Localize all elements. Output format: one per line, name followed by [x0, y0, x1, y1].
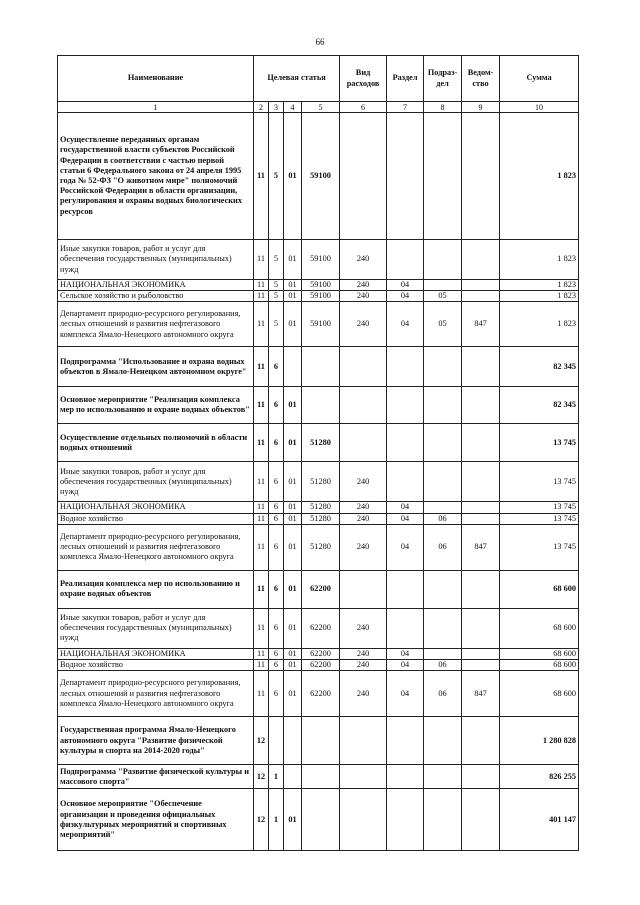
table-row	[58, 524, 579, 570]
col-number: 7	[387, 102, 424, 113]
row-name: Иные закупки товаров, работ и услуг для обеспечения государственных (муниципальных) нужд	[58, 240, 254, 280]
expense-type: 240	[340, 302, 387, 347]
amount: 68 600	[500, 671, 579, 717]
department	[462, 280, 500, 291]
table-row	[58, 240, 579, 280]
table-row	[58, 424, 579, 462]
row-name: Департамент природно-ресурсного регулирования, лесных отношений и развития нефтегазового комплекса Ямало-Ненецкого автономного округа	[58, 302, 254, 347]
target-c2: 11	[254, 502, 269, 513]
subsection	[424, 347, 462, 387]
target-code: 51280	[302, 502, 340, 513]
target-c2: 11	[254, 513, 269, 524]
target-c2: 11	[254, 462, 269, 502]
target-c4: 01	[284, 789, 302, 851]
department	[462, 660, 500, 671]
subsection: 06	[424, 524, 462, 570]
target-c2: 11	[254, 113, 269, 240]
section: 04	[387, 502, 424, 513]
amount: 1 823	[500, 302, 579, 347]
table-row	[58, 789, 579, 851]
row-name: Реализация комплекса мер по использованию и охране водных объектов	[58, 570, 254, 608]
expense-type	[340, 347, 387, 387]
amount: 1 823	[500, 240, 579, 280]
department	[462, 502, 500, 513]
expense-type: 240	[340, 291, 387, 302]
row-name: НАЦИОНАЛЬНАЯ ЭКОНОМИКА	[58, 280, 254, 291]
table-row	[58, 660, 579, 671]
amount: 1 280 828	[500, 717, 579, 765]
target-c2: 11	[254, 648, 269, 659]
section	[387, 240, 424, 280]
target-c4: 01	[284, 608, 302, 648]
section	[387, 387, 424, 424]
expense-type	[340, 424, 387, 462]
row-name: Сельское хозяйство и рыболовство	[58, 291, 254, 302]
department	[462, 765, 500, 789]
subsection	[424, 570, 462, 608]
target-c3: 5	[269, 302, 284, 347]
row-name: Осуществление переданных органам государственной власти субъектов Российской Федерации в соответствии с частью первой статьи 6 Федерального закона от 24 апреля 1995 года № 52-ФЗ "О животном мире" полномочий Российской Федерации в области организации, регулирования и охраны водных биологических ресурсов	[58, 113, 254, 240]
amount: 1 823	[500, 280, 579, 291]
amount: 1 823	[500, 291, 579, 302]
target-code: 62200	[302, 648, 340, 659]
subsection	[424, 424, 462, 462]
header-row	[58, 56, 579, 102]
table-row	[58, 570, 579, 608]
header-name: Наименование	[58, 56, 254, 102]
expense-type: 240	[340, 524, 387, 570]
row-name: Департамент природно-ресурсного регулирования, лесных отношений и развития нефтегазового комплекса Ямало-Ненецкого автономного округа	[58, 671, 254, 717]
target-c2: 12	[254, 789, 269, 851]
target-c3: 5	[269, 280, 284, 291]
target-c4: 01	[284, 660, 302, 671]
table-row	[58, 280, 579, 291]
target-c4: 01	[284, 302, 302, 347]
target-c3: 6	[269, 570, 284, 608]
target-c3: 5	[269, 113, 284, 240]
header-target: Целевая статья	[254, 56, 340, 102]
section: 04	[387, 513, 424, 524]
target-c2: 11	[254, 424, 269, 462]
target-c4: 01	[284, 240, 302, 280]
target-code: 62200	[302, 660, 340, 671]
target-code: 59100	[302, 113, 340, 240]
expense-type	[340, 717, 387, 765]
expense-type	[340, 765, 387, 789]
expense-type	[340, 570, 387, 608]
header-vedomstvo: Ведом-ство	[462, 56, 500, 102]
target-code	[302, 347, 340, 387]
department	[462, 347, 500, 387]
target-c2: 11	[254, 291, 269, 302]
amount: 82 345	[500, 347, 579, 387]
amount: 1 823	[500, 113, 579, 240]
amount: 401 147	[500, 789, 579, 851]
subsection	[424, 502, 462, 513]
table-row	[58, 347, 579, 387]
target-c2: 11	[254, 302, 269, 347]
amount: 13 745	[500, 502, 579, 513]
amount: 68 600	[500, 570, 579, 608]
target-code: 51280	[302, 424, 340, 462]
section	[387, 608, 424, 648]
col-number: 10	[500, 102, 579, 113]
subsection	[424, 113, 462, 240]
department	[462, 387, 500, 424]
expense-type: 240	[340, 660, 387, 671]
target-c4: 01	[284, 462, 302, 502]
col-number: 6	[340, 102, 387, 113]
department: 847	[462, 671, 500, 717]
expense-type	[340, 789, 387, 851]
department	[462, 570, 500, 608]
target-code	[302, 765, 340, 789]
target-c2: 11	[254, 347, 269, 387]
section	[387, 789, 424, 851]
subsection	[424, 280, 462, 291]
subsection	[424, 387, 462, 424]
row-name: Подпрограмма "Развитие физической культуры и массового спорта"	[58, 765, 254, 789]
target-c4: 01	[284, 524, 302, 570]
row-name: Осуществление отдельных полномочий в области водных отношений	[58, 424, 254, 462]
target-code: 51280	[302, 513, 340, 524]
target-code: 59100	[302, 302, 340, 347]
table-row	[58, 302, 579, 347]
table-row	[58, 387, 579, 424]
department	[462, 648, 500, 659]
department	[462, 240, 500, 280]
col-number: 5	[302, 102, 340, 113]
section	[387, 570, 424, 608]
row-name: Государственная программа Ямало-Ненецкого автономного округа "Развитие физической культуры и спорта на 2014-2020 годы"	[58, 717, 254, 765]
amount: 13 745	[500, 513, 579, 524]
col-number: 8	[424, 102, 462, 113]
section: 04	[387, 302, 424, 347]
target-c3: 5	[269, 240, 284, 280]
header-vid: Вид расходов	[340, 56, 387, 102]
target-code	[302, 717, 340, 765]
col-number: 2	[254, 102, 269, 113]
target-c2: 11	[254, 280, 269, 291]
target-c4: 01	[284, 648, 302, 659]
table-row	[58, 648, 579, 659]
amount: 82 345	[500, 387, 579, 424]
target-c2: 11	[254, 570, 269, 608]
column-number-row	[58, 102, 579, 113]
row-name: Основное мероприятие "Реализация комплекса мер по использованию и охране водных объектов"	[58, 387, 254, 424]
section	[387, 765, 424, 789]
target-c4: 01	[284, 502, 302, 513]
table-row	[58, 113, 579, 240]
target-c4	[284, 765, 302, 789]
amount: 13 745	[500, 524, 579, 570]
subsection	[424, 462, 462, 502]
table-row	[58, 502, 579, 513]
subsection: 05	[424, 302, 462, 347]
department	[462, 424, 500, 462]
target-c3: 6	[269, 462, 284, 502]
row-name: Основное мероприятие "Обеспечение организации и проведения официальных физкультурных мероприятий и спортивных мероприятий"	[58, 789, 254, 851]
table-row	[58, 717, 579, 765]
target-c3: 6	[269, 671, 284, 717]
amount: 68 600	[500, 648, 579, 659]
target-c4: 01	[284, 113, 302, 240]
table-row	[58, 462, 579, 502]
target-c4: 01	[284, 570, 302, 608]
col-number: 3	[269, 102, 284, 113]
page-number: 66	[315, 37, 325, 47]
target-c3: 6	[269, 608, 284, 648]
target-c3: 1	[269, 765, 284, 789]
section: 04	[387, 660, 424, 671]
department: 847	[462, 524, 500, 570]
target-c3: 6	[269, 513, 284, 524]
target-c4: 01	[284, 513, 302, 524]
target-c4	[284, 347, 302, 387]
target-c2: 12	[254, 717, 269, 765]
target-c2: 11	[254, 240, 269, 280]
expense-type: 240	[340, 240, 387, 280]
row-name: Подпрограмма "Использование и охрана водных объектов в Ямало-Ненецком автономном округе"	[58, 347, 254, 387]
section: 04	[387, 671, 424, 717]
expense-type: 240	[340, 280, 387, 291]
target-c3: 6	[269, 387, 284, 424]
budget-table	[57, 55, 579, 851]
section: 04	[387, 524, 424, 570]
table-row	[58, 765, 579, 789]
section	[387, 113, 424, 240]
table-row	[58, 291, 579, 302]
target-c3	[269, 717, 284, 765]
target-c2: 11	[254, 387, 269, 424]
department	[462, 113, 500, 240]
section	[387, 347, 424, 387]
amount: 13 745	[500, 424, 579, 462]
expense-type: 240	[340, 648, 387, 659]
amount: 68 600	[500, 660, 579, 671]
expense-type: 240	[340, 513, 387, 524]
target-code	[302, 789, 340, 851]
amount: 826 255	[500, 765, 579, 789]
target-code: 59100	[302, 280, 340, 291]
target-c3: 6	[269, 524, 284, 570]
amount: 68 600	[500, 608, 579, 648]
expense-type	[340, 113, 387, 240]
expense-type: 240	[340, 462, 387, 502]
target-c4: 01	[284, 424, 302, 462]
target-code: 51280	[302, 524, 340, 570]
table-row	[58, 513, 579, 524]
target-code: 51280	[302, 462, 340, 502]
subsection	[424, 717, 462, 765]
header-podrazdel: Подраз-дел	[424, 56, 462, 102]
subsection	[424, 240, 462, 280]
section: 04	[387, 291, 424, 302]
col-number: 4	[284, 102, 302, 113]
target-c2: 11	[254, 671, 269, 717]
subsection: 05	[424, 291, 462, 302]
target-c2: 11	[254, 608, 269, 648]
col-number: 9	[462, 102, 500, 113]
target-c4: 01	[284, 387, 302, 424]
amount: 13 745	[500, 462, 579, 502]
section	[387, 424, 424, 462]
section	[387, 717, 424, 765]
department	[462, 513, 500, 524]
target-code	[302, 387, 340, 424]
target-c3: 6	[269, 502, 284, 513]
expense-type	[340, 387, 387, 424]
department	[462, 717, 500, 765]
target-c4: 01	[284, 280, 302, 291]
section	[387, 462, 424, 502]
target-c3: 6	[269, 648, 284, 659]
target-code: 62200	[302, 570, 340, 608]
department	[462, 789, 500, 851]
subsection: 06	[424, 671, 462, 717]
col-number: 1	[58, 102, 254, 113]
department	[462, 608, 500, 648]
target-c4: 01	[284, 671, 302, 717]
subsection	[424, 789, 462, 851]
header-summa: Сумма	[500, 56, 579, 102]
department	[462, 462, 500, 502]
target-code: 62200	[302, 671, 340, 717]
subsection	[424, 765, 462, 789]
expense-type: 240	[340, 502, 387, 513]
target-c3: 6	[269, 424, 284, 462]
row-name: Иные закупки товаров, работ и услуг для обеспечения государственных (муниципальных) нужд	[58, 608, 254, 648]
target-code: 59100	[302, 240, 340, 280]
target-c2: 12	[254, 765, 269, 789]
subsection: 06	[424, 660, 462, 671]
table-row	[58, 608, 579, 648]
row-name: НАЦИОНАЛЬНАЯ ЭКОНОМИКА	[58, 502, 254, 513]
department	[462, 291, 500, 302]
table-row	[58, 671, 579, 717]
target-c2: 11	[254, 524, 269, 570]
row-name: Департамент природно-ресурсного регулирования, лесных отношений и развития нефтегазового комплекса Ямало-Ненецкого автономного округа	[58, 524, 254, 570]
target-c4: 01	[284, 291, 302, 302]
target-code: 62200	[302, 608, 340, 648]
target-c3: 1	[269, 789, 284, 851]
expense-type: 240	[340, 671, 387, 717]
header-razdel: Раздел	[387, 56, 424, 102]
department: 847	[462, 302, 500, 347]
row-name: Водное хозяйство	[58, 513, 254, 524]
row-name: Водное хозяйство	[58, 660, 254, 671]
target-c3: 5	[269, 291, 284, 302]
section: 04	[387, 648, 424, 659]
target-c3: 6	[269, 347, 284, 387]
target-c2: 11	[254, 660, 269, 671]
subsection	[424, 648, 462, 659]
section: 04	[387, 280, 424, 291]
subsection	[424, 608, 462, 648]
expense-type: 240	[340, 608, 387, 648]
target-code: 59100	[302, 291, 340, 302]
row-name: Иные закупки товаров, работ и услуг для обеспечения государственных (муниципальных) нужд	[58, 462, 254, 502]
target-c3: 6	[269, 660, 284, 671]
target-c4	[284, 717, 302, 765]
row-name: НАЦИОНАЛЬНАЯ ЭКОНОМИКА	[58, 648, 254, 659]
subsection: 06	[424, 513, 462, 524]
